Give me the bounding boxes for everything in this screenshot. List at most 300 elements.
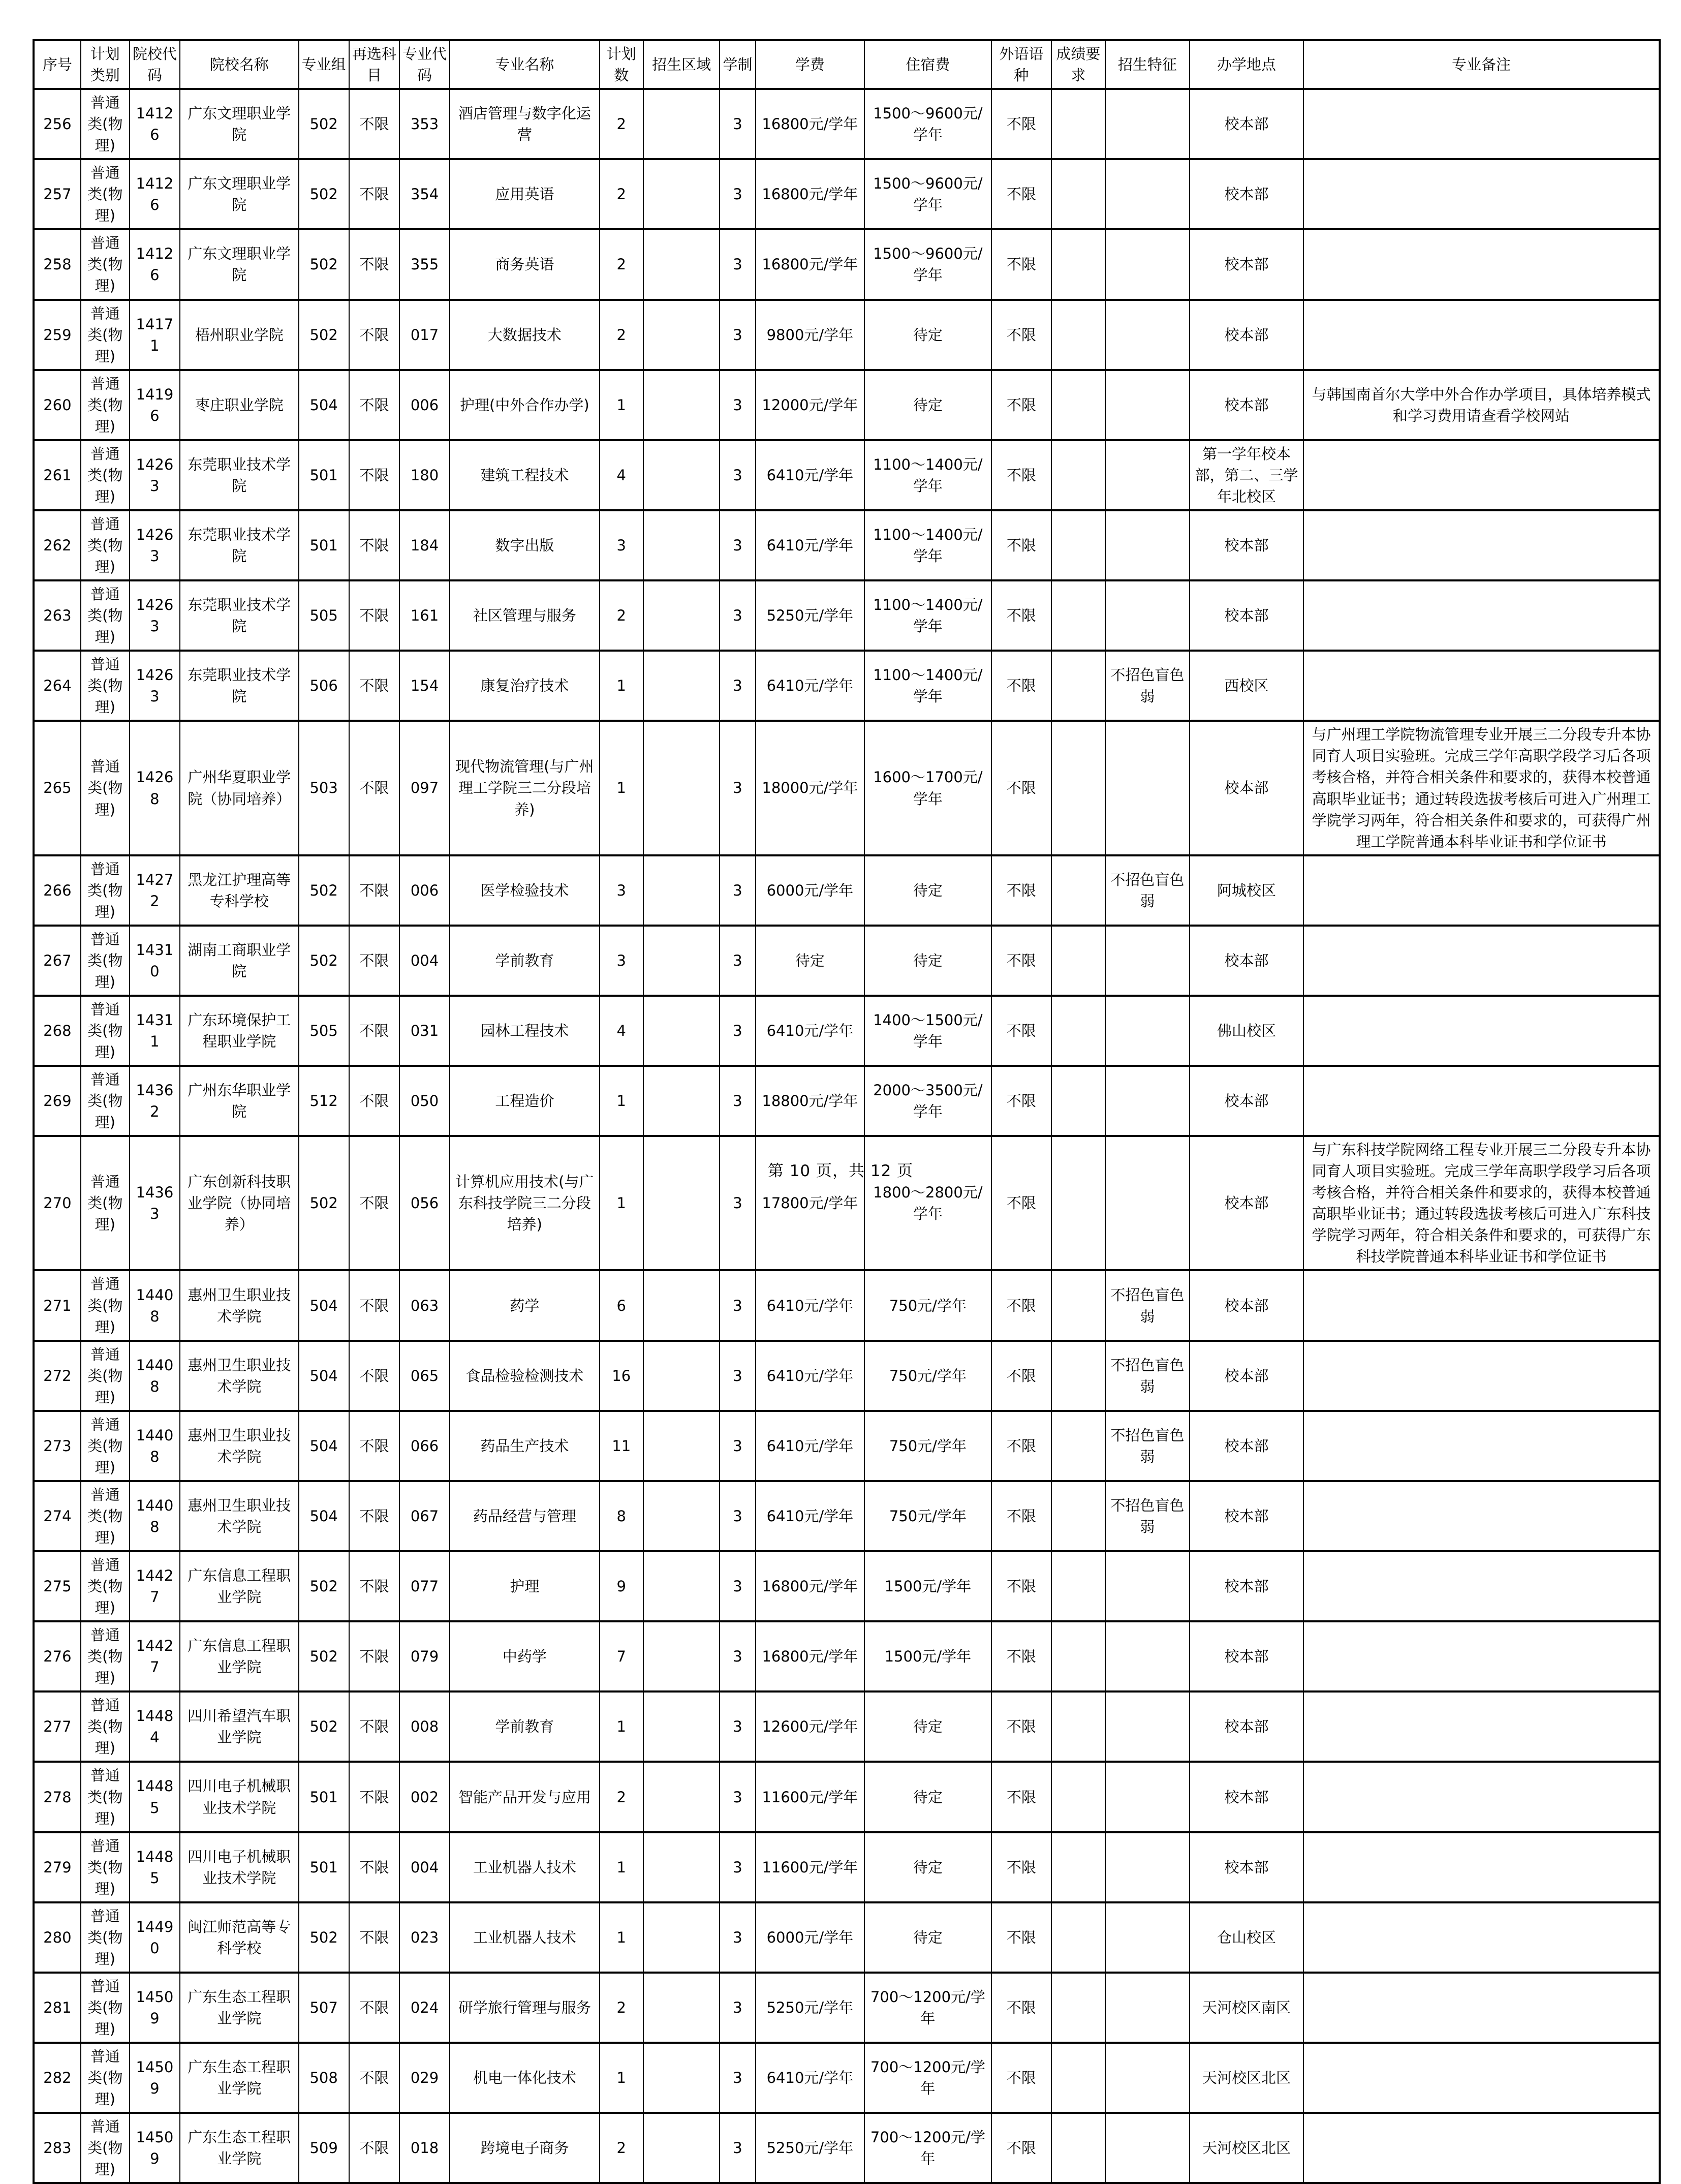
cell-15 xyxy=(1105,510,1190,580)
cell-11: 6410元/学年 xyxy=(756,1481,864,1551)
cell-10: 3 xyxy=(720,1270,755,1340)
cell-14 xyxy=(1051,370,1105,440)
cell-4: 502 xyxy=(299,1551,349,1621)
cell-15 xyxy=(1105,1902,1190,1973)
cell-8: 2 xyxy=(600,1973,643,2043)
cell-3: 广东信息工程职业学院 xyxy=(180,1621,299,1691)
cell-17 xyxy=(1303,1832,1660,1902)
cell-7: 医学检验技术 xyxy=(450,855,599,926)
cell-6: 065 xyxy=(399,1341,450,1411)
cell-5: 不限 xyxy=(349,580,399,651)
cell-3: 四川电子机械职业技术学院 xyxy=(180,1762,299,1832)
cell-10: 3 xyxy=(720,1832,755,1902)
cell-9 xyxy=(643,370,720,440)
table-row xyxy=(34,440,1660,510)
cell-15: 不招色盲色弱 xyxy=(1105,1411,1190,1481)
cell-13: 不限 xyxy=(991,1411,1051,1481)
cell-12: 待定 xyxy=(864,1762,991,1832)
cell-8: 3 xyxy=(600,855,643,926)
cell-9 xyxy=(643,1270,720,1340)
cell-12: 1100～1400元/学年 xyxy=(864,440,991,510)
cell-15 xyxy=(1105,721,1190,855)
cell-9 xyxy=(643,1832,720,1902)
cell-11: 6410元/学年 xyxy=(756,651,864,721)
cell-14 xyxy=(1051,1341,1105,1411)
cell-17 xyxy=(1303,1551,1660,1621)
table-row xyxy=(34,1762,1660,1832)
cell-15: 不招色盲色弱 xyxy=(1105,1270,1190,1340)
cell-14 xyxy=(1051,1902,1105,1973)
cell-7: 社区管理与服务 xyxy=(450,580,599,651)
cell-10: 3 xyxy=(720,2113,755,2183)
cell-3: 广州华夏职业学院（协同培养） xyxy=(180,721,299,855)
cell-10: 3 xyxy=(720,300,755,370)
table-row xyxy=(34,1973,1660,2043)
column-header-12: 住宿费 xyxy=(864,40,991,89)
cell-7: 计算机应用技术(与广东科技学院三二分段培养) xyxy=(450,1136,599,1270)
cell-13: 不限 xyxy=(991,1762,1051,1832)
cell-8: 3 xyxy=(600,926,643,996)
cell-16: 校本部 xyxy=(1190,1621,1303,1691)
cell-12: 2000～3500元/学年 xyxy=(864,1066,991,1136)
cell-11: 6000元/学年 xyxy=(756,1902,864,1973)
cell-14 xyxy=(1051,651,1105,721)
column-header-11: 学费 xyxy=(756,40,864,89)
cell-3: 东莞职业技术学院 xyxy=(180,651,299,721)
cell-2: 14484 xyxy=(130,1691,180,1762)
cell-9 xyxy=(643,229,720,299)
cell-16: 校本部 xyxy=(1190,926,1303,996)
cell-5: 不限 xyxy=(349,370,399,440)
cell-3: 惠州卫生职业技术学院 xyxy=(180,1411,299,1481)
cell-5: 不限 xyxy=(349,440,399,510)
cell-3: 东莞职业技术学院 xyxy=(180,510,299,580)
column-header-10: 学制 xyxy=(720,40,755,89)
cell-2: 14509 xyxy=(130,2113,180,2183)
cell-3: 闽江师范高等专科学校 xyxy=(180,1902,299,1973)
cell-15 xyxy=(1105,370,1190,440)
table-row xyxy=(34,2043,1660,2113)
cell-6: 097 xyxy=(399,721,450,855)
table-row xyxy=(34,2113,1660,2183)
cell-5: 不限 xyxy=(349,1551,399,1621)
cell-0: 282 xyxy=(34,2043,81,2113)
cell-0: 261 xyxy=(34,440,81,510)
cell-15 xyxy=(1105,926,1190,996)
cell-4: 504 xyxy=(299,370,349,440)
cell-14 xyxy=(1051,1691,1105,1762)
cell-15 xyxy=(1105,440,1190,510)
cell-17 xyxy=(1303,1762,1660,1832)
column-header-13: 外语语种 xyxy=(991,40,1051,89)
cell-12: 待定 xyxy=(864,370,991,440)
cell-6: 002 xyxy=(399,1762,450,1832)
cell-14 xyxy=(1051,721,1105,855)
column-header-8: 计划数 xyxy=(600,40,643,89)
cell-2: 14427 xyxy=(130,1551,180,1621)
cell-10: 3 xyxy=(720,1902,755,1973)
cell-6: 067 xyxy=(399,1481,450,1551)
cell-16: 阿城校区 xyxy=(1190,855,1303,926)
cell-13: 不限 xyxy=(991,855,1051,926)
cell-2: 14263 xyxy=(130,440,180,510)
cell-17 xyxy=(1303,1270,1660,1340)
cell-5: 不限 xyxy=(349,229,399,299)
cell-6: 079 xyxy=(399,1621,450,1691)
cell-8: 16 xyxy=(600,1341,643,1411)
cell-5: 不限 xyxy=(349,651,399,721)
cell-0: 266 xyxy=(34,855,81,926)
cell-11: 11600元/学年 xyxy=(756,1832,864,1902)
cell-3: 枣庄职业学院 xyxy=(180,370,299,440)
cell-1: 普通类(物理) xyxy=(81,855,130,926)
cell-8: 2 xyxy=(600,89,643,159)
cell-0: 257 xyxy=(34,159,81,229)
cell-9 xyxy=(643,651,720,721)
column-header-0: 序号 xyxy=(34,40,81,89)
cell-7: 商务英语 xyxy=(450,229,599,299)
cell-6: 056 xyxy=(399,1136,450,1270)
cell-13: 不限 xyxy=(991,300,1051,370)
cell-17 xyxy=(1303,89,1660,159)
cell-16: 校本部 xyxy=(1190,721,1303,855)
cell-7: 护理 xyxy=(450,1551,599,1621)
cell-8: 6 xyxy=(600,1270,643,1340)
cell-12: 1500元/学年 xyxy=(864,1621,991,1691)
cell-8: 1 xyxy=(600,1902,643,1973)
cell-5: 不限 xyxy=(349,89,399,159)
cell-6: 063 xyxy=(399,1270,450,1340)
cell-1: 普通类(物理) xyxy=(81,370,130,440)
cell-10: 3 xyxy=(720,1691,755,1762)
cell-4: 509 xyxy=(299,2113,349,2183)
cell-12: 待定 xyxy=(864,300,991,370)
cell-8: 1 xyxy=(600,1691,643,1762)
cell-4: 502 xyxy=(299,300,349,370)
table-row xyxy=(34,580,1660,651)
cell-14 xyxy=(1051,1066,1105,1136)
cell-15 xyxy=(1105,1621,1190,1691)
cell-10: 3 xyxy=(720,1411,755,1481)
cell-13: 不限 xyxy=(991,1066,1051,1136)
cell-14 xyxy=(1051,300,1105,370)
cell-10: 3 xyxy=(720,2043,755,2113)
cell-11: 16800元/学年 xyxy=(756,229,864,299)
cell-1: 普通类(物理) xyxy=(81,510,130,580)
cell-2: 14509 xyxy=(130,2043,180,2113)
cell-9 xyxy=(643,996,720,1066)
cell-11: 18800元/学年 xyxy=(756,1066,864,1136)
cell-2: 14408 xyxy=(130,1341,180,1411)
cell-16: 校本部 xyxy=(1190,1270,1303,1340)
cell-16: 校本部 xyxy=(1190,300,1303,370)
cell-6: 024 xyxy=(399,1973,450,2043)
cell-8: 8 xyxy=(600,1481,643,1551)
cell-17 xyxy=(1303,1066,1660,1136)
cell-10: 3 xyxy=(720,1973,755,2043)
cell-14 xyxy=(1051,1411,1105,1481)
cell-14 xyxy=(1051,1136,1105,1270)
column-header-2: 院校代码 xyxy=(130,40,180,89)
cell-1: 普通类(物理) xyxy=(81,2043,130,2113)
cell-14 xyxy=(1051,996,1105,1066)
cell-10: 3 xyxy=(720,370,755,440)
cell-15: 不招色盲色弱 xyxy=(1105,651,1190,721)
cell-13: 不限 xyxy=(991,651,1051,721)
cell-6: 008 xyxy=(399,1691,450,1762)
cell-0: 283 xyxy=(34,2113,81,2183)
cell-8: 2 xyxy=(600,300,643,370)
cell-7: 食品检验检测技术 xyxy=(450,1341,599,1411)
cell-3: 广东生态工程职业学院 xyxy=(180,2043,299,2113)
cell-17 xyxy=(1303,1481,1660,1551)
cell-3: 黑龙江护理高等专科学校 xyxy=(180,855,299,926)
cell-10: 3 xyxy=(720,1621,755,1691)
cell-3: 惠州卫生职业技术学院 xyxy=(180,1481,299,1551)
cell-7: 中药学 xyxy=(450,1621,599,1691)
cell-13: 不限 xyxy=(991,1902,1051,1973)
cell-4: 502 xyxy=(299,1136,349,1270)
cell-12: 1400～1500元/学年 xyxy=(864,996,991,1066)
cell-6: 029 xyxy=(399,2043,450,2113)
cell-4: 508 xyxy=(299,2043,349,2113)
table-row xyxy=(34,1551,1660,1621)
cell-14 xyxy=(1051,855,1105,926)
cell-2: 14263 xyxy=(130,510,180,580)
cell-7: 药学 xyxy=(450,1270,599,1340)
cell-4: 505 xyxy=(299,996,349,1066)
cell-16: 仓山校区 xyxy=(1190,1902,1303,1973)
cell-15 xyxy=(1105,159,1190,229)
cell-10: 3 xyxy=(720,229,755,299)
cell-14 xyxy=(1051,580,1105,651)
cell-11: 16800元/学年 xyxy=(756,89,864,159)
cell-3: 广东文理职业学院 xyxy=(180,89,299,159)
cell-15 xyxy=(1105,2113,1190,2183)
cell-16: 校本部 xyxy=(1190,1691,1303,1762)
cell-11: 6410元/学年 xyxy=(756,440,864,510)
cell-9 xyxy=(643,1481,720,1551)
cell-4: 504 xyxy=(299,1270,349,1340)
cell-5: 不限 xyxy=(349,1832,399,1902)
cell-8: 4 xyxy=(600,440,643,510)
cell-16: 校本部 xyxy=(1190,1551,1303,1621)
cell-8: 1 xyxy=(600,1066,643,1136)
cell-9 xyxy=(643,2043,720,2113)
table-row xyxy=(34,855,1660,926)
header-row xyxy=(34,40,1660,89)
cell-12: 700～1200元/学年 xyxy=(864,2113,991,2183)
cell-8: 2 xyxy=(600,159,643,229)
cell-7: 学前教育 xyxy=(450,926,599,996)
cell-4: 507 xyxy=(299,1973,349,2043)
cell-12: 750元/学年 xyxy=(864,1481,991,1551)
cell-16: 第一学年校本部，第二、三学年北校区 xyxy=(1190,440,1303,510)
cell-4: 503 xyxy=(299,721,349,855)
cell-10: 3 xyxy=(720,651,755,721)
cell-14 xyxy=(1051,1832,1105,1902)
cell-3: 四川希望汽车职业学院 xyxy=(180,1691,299,1762)
cell-10: 3 xyxy=(720,1066,755,1136)
cell-4: 502 xyxy=(299,1902,349,1973)
cell-0: 267 xyxy=(34,926,81,996)
cell-1: 普通类(物理) xyxy=(81,1973,130,2043)
cell-7: 护理(中外合作办学) xyxy=(450,370,599,440)
cell-5: 不限 xyxy=(349,1481,399,1551)
cell-0: 281 xyxy=(34,1973,81,2043)
cell-5: 不限 xyxy=(349,1270,399,1340)
cell-3: 广东环境保护工程职业学院 xyxy=(180,996,299,1066)
cell-17 xyxy=(1303,1691,1660,1762)
cell-2: 14311 xyxy=(130,996,180,1066)
cell-1: 普通类(物理) xyxy=(81,1551,130,1621)
cell-10: 3 xyxy=(720,89,755,159)
cell-6: 077 xyxy=(399,1551,450,1621)
cell-17 xyxy=(1303,1341,1660,1411)
cell-10: 3 xyxy=(720,1136,755,1270)
table-row xyxy=(34,510,1660,580)
cell-1: 普通类(物理) xyxy=(81,1341,130,1411)
cell-12: 待定 xyxy=(864,926,991,996)
cell-0: 265 xyxy=(34,721,81,855)
cell-1: 普通类(物理) xyxy=(81,440,130,510)
cell-11: 12000元/学年 xyxy=(756,370,864,440)
cell-15 xyxy=(1105,1066,1190,1136)
cell-15 xyxy=(1105,300,1190,370)
cell-8: 1 xyxy=(600,651,643,721)
cell-0: 272 xyxy=(34,1341,81,1411)
cell-0: 277 xyxy=(34,1691,81,1762)
cell-11: 11600元/学年 xyxy=(756,1762,864,1832)
cell-13: 不限 xyxy=(991,89,1051,159)
column-header-6: 专业代码 xyxy=(399,40,450,89)
cell-13: 不限 xyxy=(991,1551,1051,1621)
cell-2: 14268 xyxy=(130,721,180,855)
cell-1: 普通类(物理) xyxy=(81,1902,130,1973)
cell-13: 不限 xyxy=(991,370,1051,440)
cell-10: 3 xyxy=(720,926,755,996)
cell-1: 普通类(物理) xyxy=(81,580,130,651)
cell-13: 不限 xyxy=(991,926,1051,996)
table-row xyxy=(34,159,1660,229)
cell-8: 7 xyxy=(600,1621,643,1691)
cell-15 xyxy=(1105,1551,1190,1621)
cell-6: 004 xyxy=(399,926,450,996)
page-footer: 第 10 页，共 12 页 xyxy=(767,1162,914,1180)
cell-9 xyxy=(643,1762,720,1832)
cell-7: 工业机器人技术 xyxy=(450,1832,599,1902)
cell-3: 湖南工商职业学院 xyxy=(180,926,299,996)
cell-0: 268 xyxy=(34,996,81,1066)
cell-8: 4 xyxy=(600,996,643,1066)
cell-10: 3 xyxy=(720,159,755,229)
cell-14 xyxy=(1051,1973,1105,2043)
cell-17 xyxy=(1303,2113,1660,2183)
cell-2: 14263 xyxy=(130,580,180,651)
cell-5: 不限 xyxy=(349,2043,399,2113)
cell-2: 14408 xyxy=(130,1481,180,1551)
cell-4: 502 xyxy=(299,159,349,229)
cell-1: 普通类(物理) xyxy=(81,89,130,159)
cell-9 xyxy=(643,1411,720,1481)
cell-13: 不限 xyxy=(991,1270,1051,1340)
cell-0: 264 xyxy=(34,651,81,721)
cell-0: 260 xyxy=(34,370,81,440)
table-row xyxy=(34,926,1660,996)
cell-11: 6410元/学年 xyxy=(756,2043,864,2113)
cell-9 xyxy=(643,300,720,370)
cell-13: 不限 xyxy=(991,2113,1051,2183)
cell-5: 不限 xyxy=(349,1411,399,1481)
cell-0: 275 xyxy=(34,1551,81,1621)
cell-14 xyxy=(1051,1481,1105,1551)
cell-17 xyxy=(1303,440,1660,510)
cell-1: 普通类(物理) xyxy=(81,1621,130,1691)
cell-8: 1 xyxy=(600,2043,643,2113)
cell-2: 14509 xyxy=(130,1973,180,2043)
cell-13: 不限 xyxy=(991,580,1051,651)
cell-11: 17800元/学年 xyxy=(756,1136,864,1270)
cell-13: 不限 xyxy=(991,1832,1051,1902)
cell-14 xyxy=(1051,1621,1105,1691)
column-header-14: 成绩要求 xyxy=(1051,40,1105,89)
cell-3: 惠州卫生职业技术学院 xyxy=(180,1270,299,1340)
cell-5: 不限 xyxy=(349,1066,399,1136)
cell-8: 2 xyxy=(600,229,643,299)
cell-1: 普通类(物理) xyxy=(81,1481,130,1551)
cell-11: 18000元/学年 xyxy=(756,721,864,855)
column-header-4: 专业组 xyxy=(299,40,349,89)
cell-1: 普通类(物理) xyxy=(81,996,130,1066)
cell-9 xyxy=(643,440,720,510)
cell-11: 5250元/学年 xyxy=(756,1973,864,2043)
cell-1: 普通类(物理) xyxy=(81,159,130,229)
cell-11: 6410元/学年 xyxy=(756,996,864,1066)
cell-15: 不招色盲色弱 xyxy=(1105,1341,1190,1411)
cell-1: 普通类(物理) xyxy=(81,1411,130,1481)
cell-4: 502 xyxy=(299,1621,349,1691)
cell-17 xyxy=(1303,1902,1660,1973)
cell-1: 普通类(物理) xyxy=(81,1066,130,1136)
cell-5: 不限 xyxy=(349,159,399,229)
table-row xyxy=(34,89,1660,159)
cell-11: 6000元/学年 xyxy=(756,855,864,926)
cell-4: 512 xyxy=(299,1066,349,1136)
cell-16: 西校区 xyxy=(1190,651,1303,721)
table-row xyxy=(34,1270,1660,1340)
cell-2: 14408 xyxy=(130,1411,180,1481)
cell-17 xyxy=(1303,651,1660,721)
table-row xyxy=(34,1691,1660,1762)
cell-14 xyxy=(1051,159,1105,229)
cell-5: 不限 xyxy=(349,1973,399,2043)
cell-7: 数字出版 xyxy=(450,510,599,580)
cell-4: 502 xyxy=(299,926,349,996)
cell-2: 14196 xyxy=(130,370,180,440)
column-header-1: 计划类别 xyxy=(81,40,130,89)
cell-1: 普通类(物理) xyxy=(81,1270,130,1340)
cell-15 xyxy=(1105,89,1190,159)
cell-14 xyxy=(1051,2043,1105,2113)
table-row xyxy=(34,1902,1660,1973)
cell-13: 不限 xyxy=(991,2043,1051,2113)
cell-1: 普通类(物理) xyxy=(81,1136,130,1270)
cell-6: 066 xyxy=(399,1411,450,1481)
cell-13: 不限 xyxy=(991,721,1051,855)
cell-15: 不招色盲色弱 xyxy=(1105,855,1190,926)
cell-3: 梧州职业学院 xyxy=(180,300,299,370)
cell-14 xyxy=(1051,510,1105,580)
